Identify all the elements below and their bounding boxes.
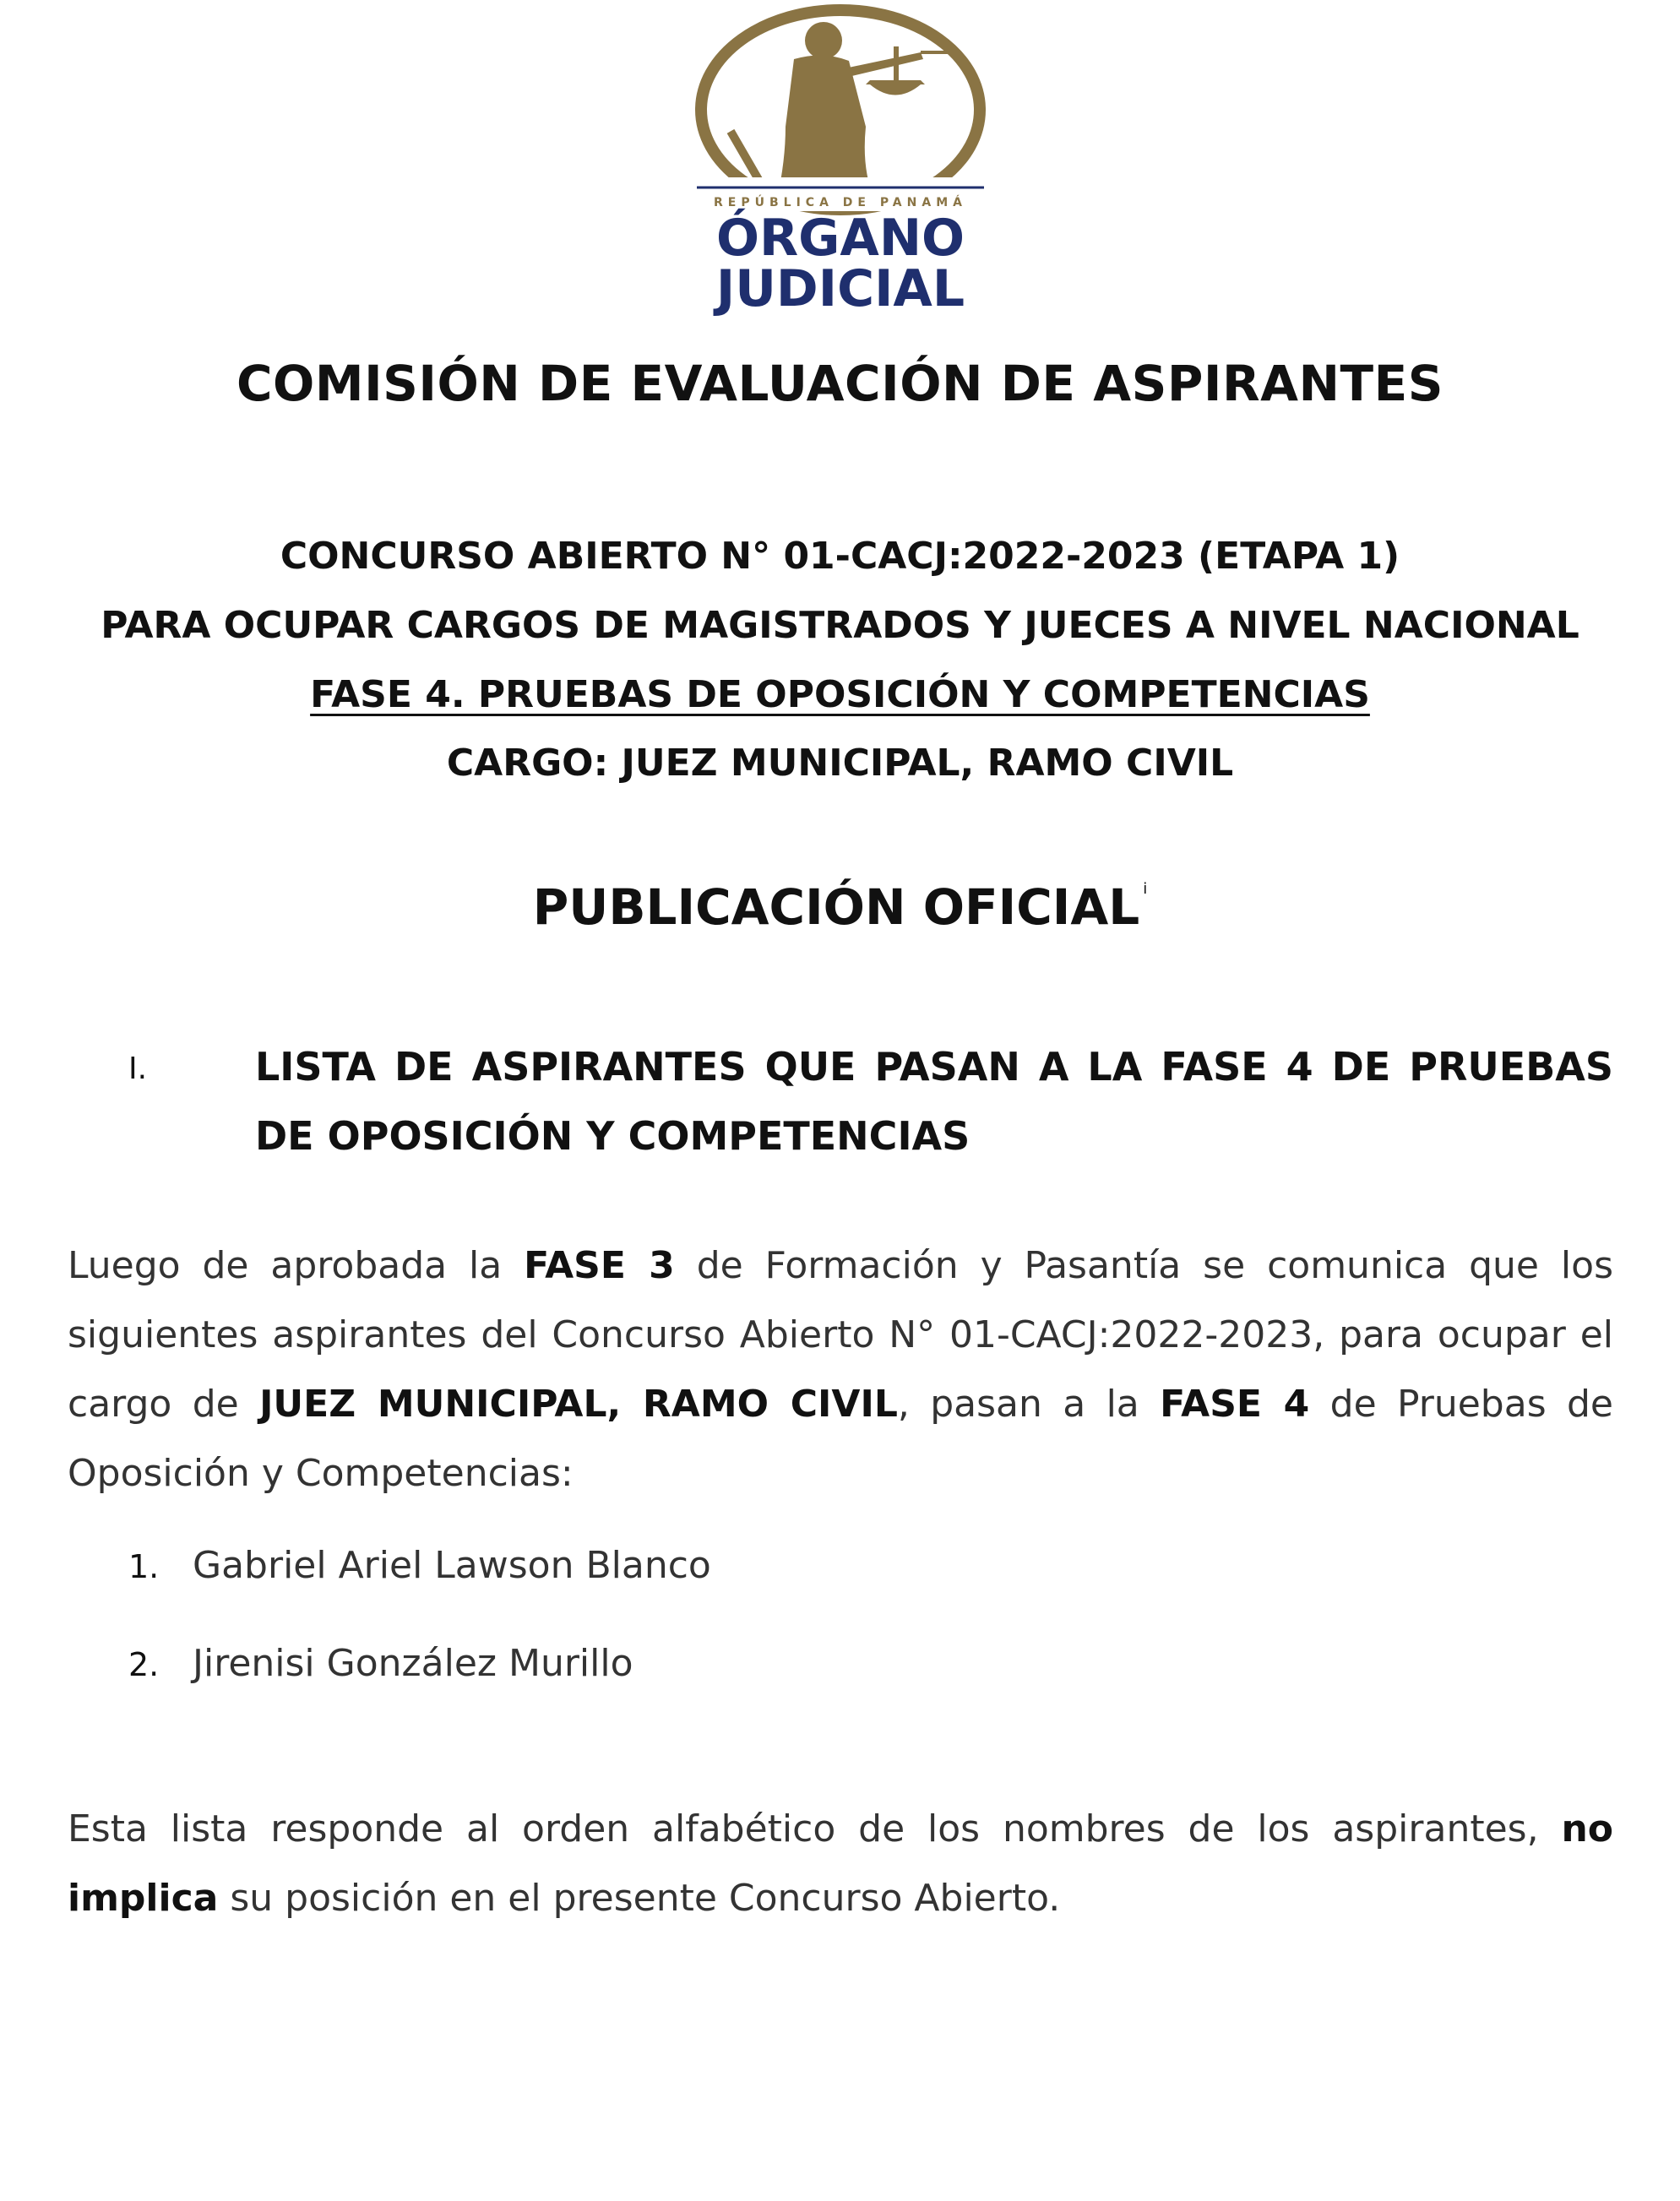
phase-line xyxy=(0,673,1680,716)
intro-text-4: de Pruebas de Oposición y Competencias: xyxy=(68,1383,1613,1495)
purpose-line: PARA OCUPAR CARGOS DE MAGISTRADOS Y JUECES A NIVEL NACIONAL xyxy=(101,604,1579,647)
list-item-number: 1. xyxy=(128,1548,160,1585)
candidate-name: Jirenisi González Murillo xyxy=(193,1642,633,1685)
note-paragraph xyxy=(68,1795,1613,1933)
publication-title-text: PUBLICACIÓN OFICIAL xyxy=(532,878,1140,936)
phase-line-text: FASE 4. PRUEBAS DE OPOSICIÓN Y COMPETENCIAS xyxy=(310,673,1370,716)
intro-bold-1: FASE 3 xyxy=(524,1244,675,1287)
candidate-name: Gabriel Ariel Lawson Blanco xyxy=(193,1544,711,1587)
list-item xyxy=(128,1544,711,1587)
intro-paragraph xyxy=(68,1231,1613,1508)
document-title: COMISIÓN DE EVALUACIÓN DE ASPIRANTES xyxy=(236,355,1443,412)
note-text-1: Esta lista responde al orden alfabético de los nombres de los aspirantes, xyxy=(68,1807,1562,1850)
section-numeral: I. xyxy=(128,1052,148,1086)
logo-line1: ÓRGANO xyxy=(715,209,965,268)
organo-judicial-logo xyxy=(667,0,1014,321)
logo-top-text: REPÚBLICA DE PANAMÁ xyxy=(714,196,967,209)
list-item-number: 2. xyxy=(128,1646,160,1683)
intro-text-2: de Formación y Pasantía se comunica que los siguientes aspirantes del Concurso Abierto N° 01-CACJ:2022-2023, para ocupar el cargo de xyxy=(68,1244,1613,1426)
intro-bold-3: FASE 4 xyxy=(1160,1383,1310,1426)
publication-title xyxy=(0,878,1680,936)
footnote-mark: i xyxy=(1143,880,1148,898)
note-bold: no implica xyxy=(68,1807,1613,1920)
list-item xyxy=(128,1642,633,1685)
contest-line: CONCURSO ABIERTO N° 01-CACJ:2022-2023 (ETAPA 1) xyxy=(280,535,1400,578)
intro-text-3: , pasan a la xyxy=(897,1383,1161,1426)
position-line: CARGO: JUEZ MUNICIPAL, RAMO CIVIL xyxy=(446,742,1234,785)
logo-line2: JUDICIAL xyxy=(715,259,965,318)
intro-text-1: Luego de aprobada la xyxy=(68,1244,525,1287)
note-text-2: su posición en el presente Concurso Abierto. xyxy=(218,1877,1061,1920)
intro-bold-2: JUEZ MUNICIPAL, RAMO CIVIL xyxy=(259,1383,898,1426)
section-heading: LISTA DE ASPIRANTES QUE PASAN A LA FASE 4 DE PRUEBAS DE OPOSICIÓN Y COMPETENCIAS xyxy=(255,1044,1613,1159)
